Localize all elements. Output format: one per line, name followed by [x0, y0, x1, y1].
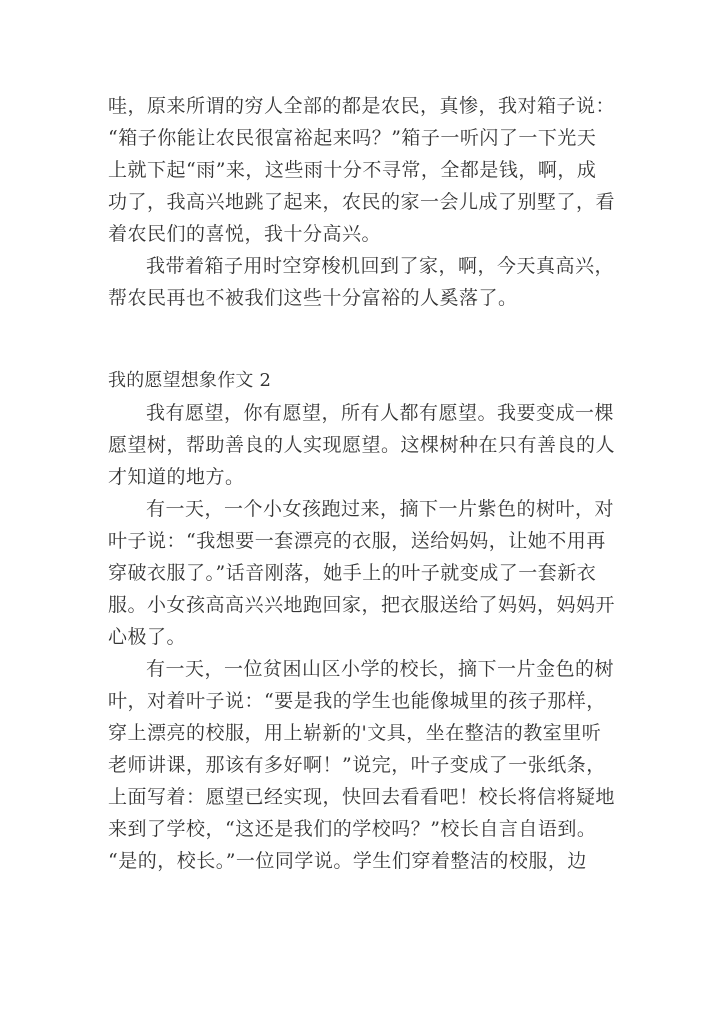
paragraph-line: 穿破衣服了。”话音刚落，她手上的叶子就变成了一套新衣 — [108, 562, 597, 584]
paragraph-line: 才知道的地方。 — [108, 466, 245, 488]
paragraph-line: 我有愿望，你有愿望，所有人都有愿望。我要变成一棵 — [146, 402, 615, 424]
paragraph-line: 上面写着：愿望已经实现，快回去看看吧！校长将信将疑地 — [108, 786, 616, 808]
paragraph-line: 有一天，一个小女孩跑过来，摘下一片紫色的树叶，对 — [146, 498, 615, 520]
story-section-1 — [108, 90, 628, 314]
paragraph-line: 上就下起“雨”来，这些雨十分不寻常，全都是钱，啊，成 — [108, 159, 597, 181]
story-section-2 — [108, 365, 628, 877]
paragraph-line: 有一天，一位贫困山区小学的校长，摘下一片金色的树 — [146, 658, 615, 680]
paragraph-line: 帮农民再也不被我们这些十分富裕的人奚落了。 — [108, 287, 518, 309]
paragraph-line: 功了，我高兴地跳了起来，农民的家一会儿成了别墅了，看 — [108, 191, 616, 213]
paragraph-line: 哇，原来所谓的穷人全部的都是农民，真惨，我对箱子说： — [108, 95, 616, 117]
paragraph-line: 穿上漂亮的校服，用上崭新的'文具，坐在整洁的教室里听 — [108, 722, 602, 744]
paragraph-line: 服。小女孩高高兴兴地跑回家，把衣服送给了妈妈，妈妈开 — [108, 594, 616, 616]
section-title: 我的愿望想象作文 2 — [108, 370, 272, 391]
paragraph-line: 来到了学校，“这还是我们的学校吗？”校长自言自语到。 — [108, 818, 597, 840]
paragraph-line: 愿望树，帮助善良的人实现愿望。这棵树种在只有善良的人 — [108, 434, 616, 456]
paragraph-line: 叶子说：“我想要一套漂亮的衣服，送给妈妈，让她不用再 — [108, 530, 606, 552]
paragraph-line: 老师讲课，那该有多好啊！”说完，叶子变成了一张纸条， — [108, 754, 606, 776]
paragraph-line: 心极了。 — [108, 626, 187, 648]
paragraph-line: 叶，对着叶子说：“要是我的学生也能像城里的孩子那样， — [108, 690, 606, 712]
paragraph-line: 着农民们的喜悦，我十分高兴。 — [108, 223, 382, 245]
paragraph-line: 我带着箱子用时空穿梭机回到了家，啊，今天真高兴， — [146, 255, 615, 277]
paragraph-line: “是的，校长。”一位同学说。学生们穿着整洁的校服，边 — [108, 850, 587, 872]
paragraph-line: “箱子你能让农民很富裕起来吗？”箱子一听闪了一下光天 — [108, 127, 597, 149]
